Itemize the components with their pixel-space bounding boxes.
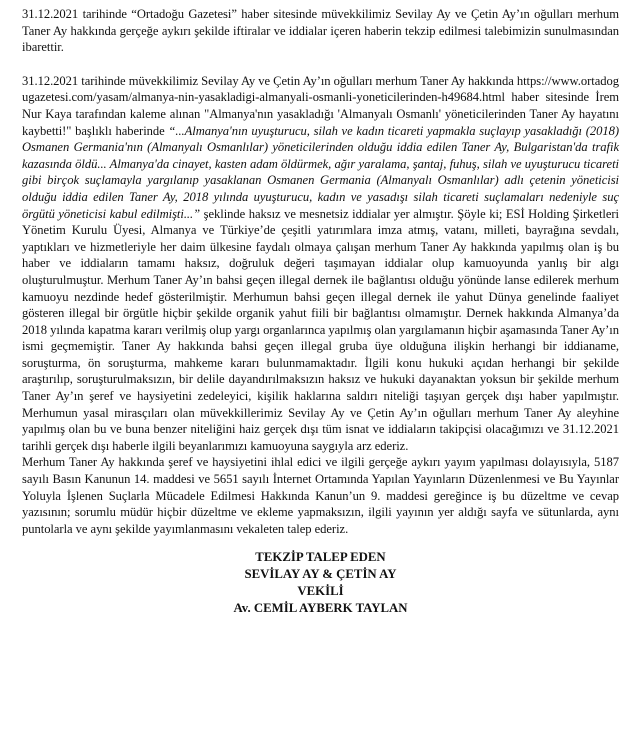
body-text-2: haber sitesinde İrem Nur Kaya tarafından kaleme alınan "Almanya'nın yasakladığı 'Almanyalı Osmanlı' yöneticilerinden Taner Ay hayatını kaybetti!" başlıklı haberinde [22,90,619,138]
signature-block [22,549,619,617]
signature-line-4: Av. CEMİL AYBERK TAYLAN [233,601,408,616]
paragraph-spacer [22,56,619,73]
article-url: https://www.ortadogugazetesi.com/yasam/almanya-nin-yasakladigi-almanyali-osmanli-yoneticilerinden-h49684.html [22,73,619,105]
request-paragraph: Merhum Taner Ay hakkında şeref ve haysiyetini ihlal edici ve ilgili gerçeğe aykırı yayım yapılması dolayısıyla, 5187 sayılı Basın Kanunun 14. maddesi ve 5651 sayılı İnternet Ortamında Yapılan Yayınların Düzenlenmesi ve Bu Yayınlar Yoluyla İşlenen Suçlarla Mücadele Edilmesi Hakkında Kanun’un 9. maddesi gereğince iş bu düzeltme ve cevap yazısının; sorumlu müdür hiçbir düzeltme ve ekleme yapmaksızın, ilgili yayının yer aldığı sayfa ve sütunlarda, aynı puntolarla ve aynı şekilde yayımlanmasını vekaleten talep ederiz. [22,455,619,536]
body-text-3: şeklinde haksız ve mesnetsiz iddialar yer almıştır. Şöyle ki; ESİ Holding Şirketleri Yönetim Kurulu Üyesi, Almanya ve Türkiye’de çeşitli yatırımlara imza atmış, vatanı, milleti, bayrağına sevdalı, yaptıkları ve hizmetleriyle her daim ülkesine faydalı olmaya çalışan merhum Taner Ay hakkında yapılmış olan iş bu haber ve iddiaların tamamı haksız, doğruluk değeri taşımayan iddialar olup kamuoyunda yanlış bir algı oluşturulmuştur. Merhum Taner Ay’ın bahsi geçen illegal dernek ile bağlantısı olduğu yönünde lanse edilerek merhum kamuoyu nezdinde hedef gösterilmiştir. Merhumun bahsi geçen illegal dernek ile yahut Dünya genelinde faaliyet gösteren illegal bir örgütle hiçbir şekilde organik yahut fiili bir bağlantısı olmamıştır. Dernek hakkında Almanya’da 2018 yılında kapatma kararı verilmiş olup yargı organlarınca yapılmış olan yargılamanın hiçbir aşamasında Taner Ay’ın ismi geçmemiştir. Taner Ay hakkında bahsi geçen illegal gruba üye olduğuna ilişkin herhangi bir iddianame, soruşturma, ön soruşturma, mahkeme kararı bulunmamaktadır. İlgili konu hukuki açıdan herhangi bir şekilde araştırılıp, soruşturulmaksızın, bir delile dayandırılmaksızın haksız ve hukuki dayanaktan yoksun bir şekilde merhum Taner Ay’ın şeref ve haysiyetini zedeleyici, kişilik haklarına saldırı niteliği taşıyan gerçek dışı haber yapılmıştır. Merhumun yasal mirasçıları olan müvekkillerimiz Sevilay Ay ve Çetin Ay’ın oğulları merhum Taner Ay aleyhine yapılmış olan bu ve buna benzer niteliğini haiz gerçek dışı tüm isnat ve iddiaların takipçisi olacağımızı ve 31.12.2021 tarihli gerçek dışı haberle ilgili beyanlarımızı kamuoyuna saygıyla arz ederiz. [22,206,619,453]
signature-line-3: VEKİLİ [297,584,344,599]
quoted-excerpt: “...Almanya'nın uyuşturucu, silah ve kadın ticareti yapmakla suçlayıp yasakladığı (2018) Osmanen Germania'nın (Almanyalı Osmanlılar) yöneticilerinden olduğu iddia edilen Taner Ay, Bulgaristan'da trafik kazasında öldü... Almanya'da cinayet, kasten adam öldürmek, ağır yaralama, şantaj, fuhuş, silah ve uyuşturucu ticareti gibi birçok suçlamayla yargılanıp yasaklanan Osmanen Germania (Almanyalı Osmanlılar) adlı çetenin yöneticisi olduğu iddia edilen Taner Ay, 2018 yılında uyuşturucu, kadın ve yasadışı silah ticareti suçlamaları nedeniyle suç örgütü yöneticisi kabul edilmişti...” [22,123,619,221]
signature-line-1: TEKZİP TALEP EDEN [255,550,386,565]
body-text-1: 31.12.2021 tarihinde müvekkilimiz Sevilay Ay ve Çetin Ay’ın oğulları merhum Taner Ay hakkında [22,73,514,88]
main-paragraph [22,73,619,455]
intro-paragraph: 31.12.2021 tarihinde “Ortadoğu Gazetesi” haber sitesinde müvekkilimiz Sevilay Ay ve Çetin Ay’ın oğulları merhum Taner Ay hakkında gerçeğe aykırı şekilde iftiralar ve iddialar içeren haberin tekzip edilmesi talebimizin sunulmasından ibarettir. [22,7,619,55]
signature-line-2: SEVİLAY AY & ÇETİN AY [244,567,397,582]
